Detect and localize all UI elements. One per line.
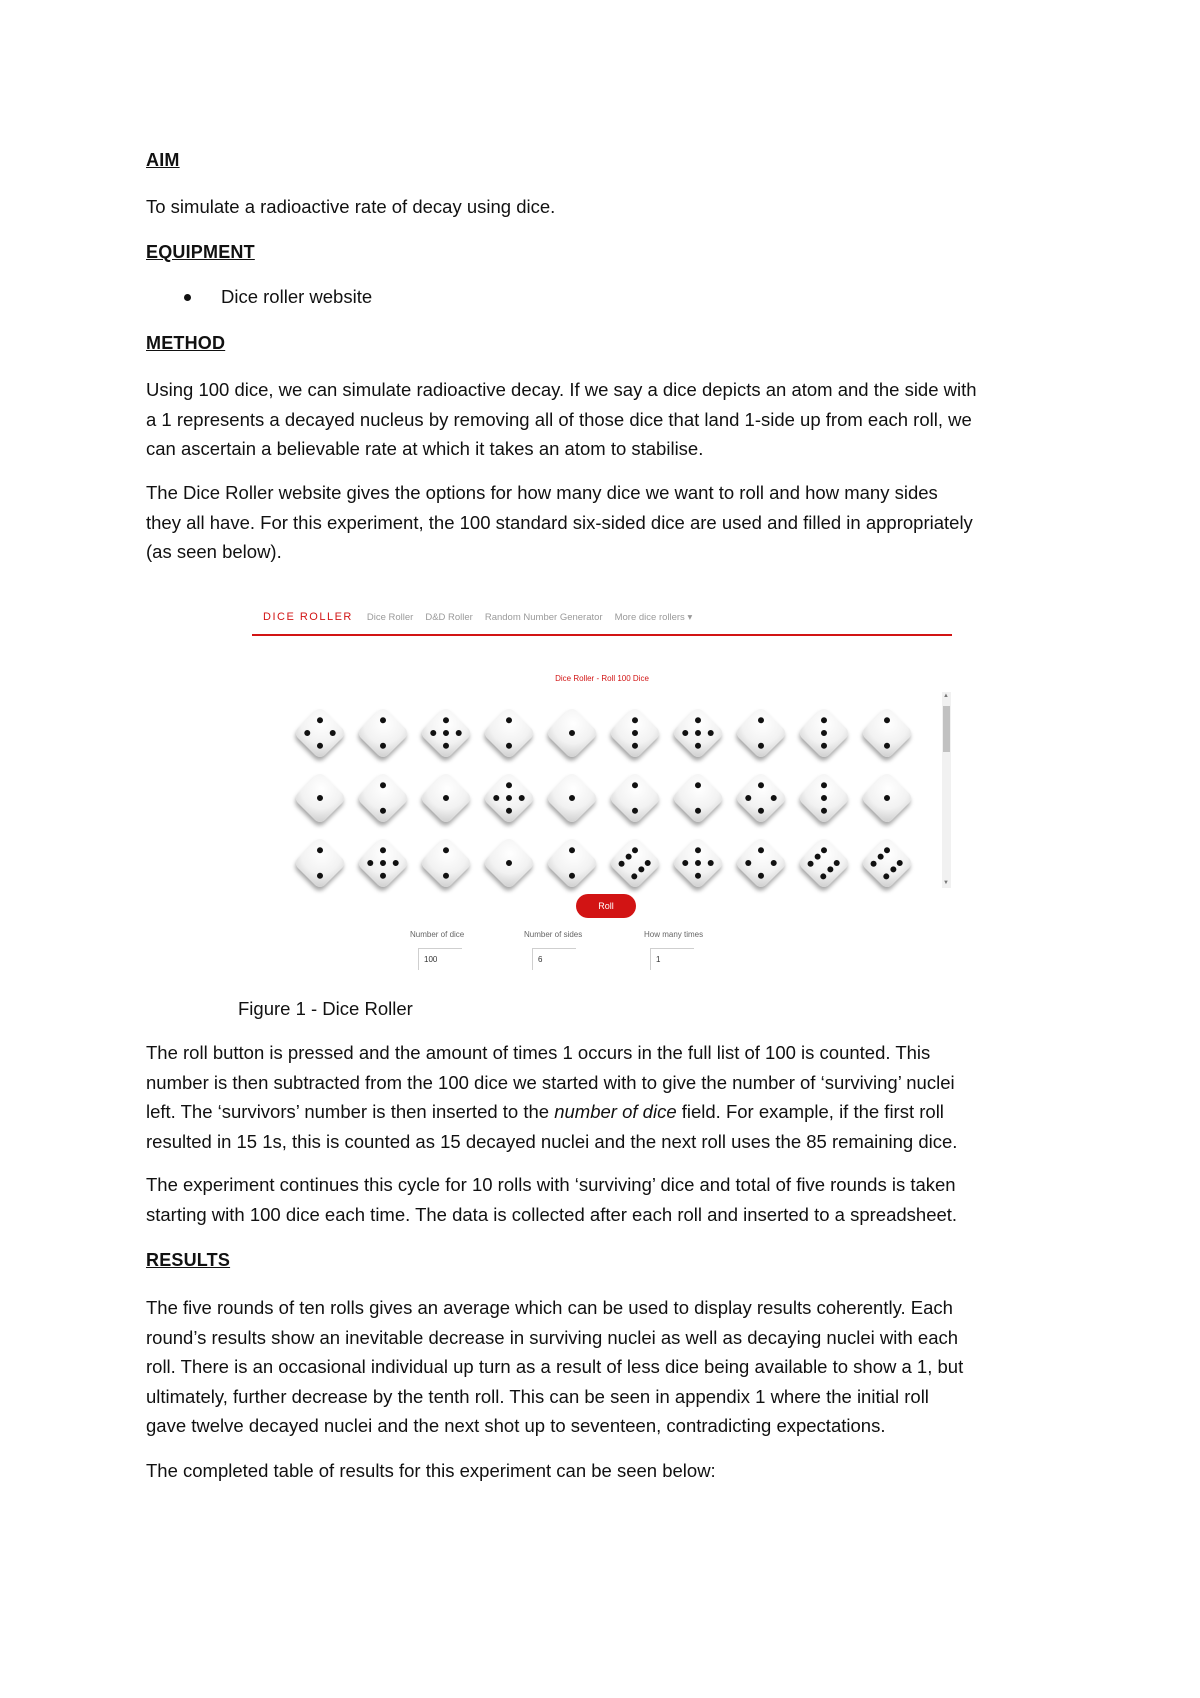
die-cell [351, 830, 414, 895]
text-line: starting with 100 dice each time. The data is collected after each roll and inserted to a spreadsheet. [146, 1203, 958, 1225]
die-5-icon [482, 771, 536, 825]
number-of-dice-input[interactable] [418, 948, 462, 970]
die-pip [315, 716, 323, 724]
die-pip [819, 793, 827, 801]
die-pip [454, 728, 462, 736]
die-pip [315, 846, 323, 854]
text-line: can ascertain a believable rate at which it takes an atom to stabilise. [146, 438, 704, 459]
how-many-times-input[interactable] [650, 948, 694, 970]
die-4-icon [293, 706, 347, 760]
die-pip [630, 871, 638, 879]
die-pip [378, 871, 386, 879]
die-pip [744, 858, 752, 866]
die-pip [636, 864, 644, 872]
die-cell [666, 830, 729, 895]
die-3-icon [797, 706, 851, 760]
die-1-icon [482, 836, 536, 890]
die-cell [414, 765, 477, 830]
die-pip [882, 793, 890, 801]
aim-heading: AIM [146, 150, 180, 170]
results-paragraph-1 [146, 1293, 1066, 1441]
die-pip [378, 741, 386, 749]
die-2-icon [419, 836, 473, 890]
die-pip [819, 728, 827, 736]
emphasis-text: number of dice [554, 1101, 677, 1122]
dice-roller-navbar [252, 600, 952, 634]
method-paragraph-4 [146, 1170, 1066, 1229]
die-pip [441, 728, 449, 736]
die-pip [378, 858, 386, 866]
die-2-icon [860, 706, 914, 760]
die-1-icon [545, 706, 599, 760]
die-cell [855, 700, 918, 765]
die-pip [819, 871, 827, 879]
method-paragraph-1 [146, 375, 1066, 464]
die-pip [429, 728, 437, 736]
die-pip [888, 864, 896, 872]
die-cell [855, 765, 918, 830]
scroll-down-icon[interactable]: ▼ [943, 880, 949, 886]
die-1-icon [860, 771, 914, 825]
die-pip [631, 845, 639, 853]
die-cell [603, 830, 666, 895]
die-pip [882, 741, 890, 749]
die-pip [567, 793, 575, 801]
die-pip [504, 793, 512, 801]
number-of-sides-label: Number of sides [524, 930, 583, 939]
die-cell [540, 700, 603, 765]
die-cell [729, 700, 792, 765]
method-heading: METHOD [146, 333, 226, 353]
die-pip [882, 716, 890, 724]
die-cell [288, 830, 351, 895]
text-line: number is then subtracted from the 100 dice we started with to give the number of ‘surviving’ nuclei [146, 1071, 955, 1093]
die-cell [603, 765, 666, 830]
die-pip [378, 716, 386, 724]
die-3-icon [608, 706, 662, 760]
die-pip [630, 781, 638, 789]
die-pip [693, 846, 701, 854]
die-pip [693, 741, 701, 749]
text-line: The five rounds of ten rolls gives an average which can be used to display results coherently. Each [146, 1297, 953, 1318]
die-cell [540, 765, 603, 830]
text-line: they all have. For this experiment, the 100 standard six-sided dice are used and filled in appropriately [146, 511, 973, 533]
die-cell [414, 700, 477, 765]
die-pip [832, 858, 840, 866]
die-pip [504, 716, 512, 724]
equipment-heading: EQUIPMENT [146, 242, 255, 262]
die-pip [882, 871, 890, 879]
bullet-icon [184, 294, 191, 301]
method-paragraph-3 [146, 1038, 1066, 1156]
die-pip [756, 871, 764, 879]
die-pip [315, 741, 323, 749]
number-of-sides-input[interactable] [532, 948, 576, 970]
die-pip [328, 728, 336, 736]
die-pip [756, 741, 764, 749]
equipment-list-item [184, 286, 372, 308]
die-pip [391, 858, 399, 866]
dice-grid [288, 700, 918, 895]
text-line: resulted in 15 1s, this is counted as 15 decayed nuclei and the next roll uses the 85 remaining dice. [146, 1130, 958, 1152]
die-pip [693, 806, 701, 814]
die-pip [441, 871, 449, 879]
die-pip [693, 858, 701, 866]
die-pip [806, 859, 814, 867]
die-pip [693, 781, 701, 789]
text-line [146, 1097, 1066, 1127]
text-span: field. For example, if the first roll [676, 1101, 944, 1122]
die-pip [681, 858, 689, 866]
die-2-icon [356, 771, 410, 825]
die-pip [819, 781, 827, 789]
die-pip [693, 871, 701, 879]
text-line: (as seen below). [146, 541, 282, 562]
die-2-icon [671, 771, 725, 825]
die-pip [492, 793, 500, 801]
die-cell [666, 765, 729, 830]
die-pip [756, 781, 764, 789]
die-pip [769, 858, 777, 866]
figure-caption: Figure 1 - Dice Roller [238, 998, 413, 1019]
die-cell [288, 700, 351, 765]
die-pip [617, 859, 625, 867]
die-1-icon [545, 771, 599, 825]
die-pip [441, 741, 449, 749]
die-cell [351, 700, 414, 765]
die-2-icon [293, 836, 347, 890]
die-5-icon [356, 836, 410, 890]
die-pip [315, 871, 323, 879]
scroll-up-icon[interactable]: ▲ [943, 693, 949, 699]
text-span: left. The ‘survivors’ number is then inserted to the [146, 1101, 555, 1122]
text-line: gave twelve decayed nuclei and the next shot up to seventeen, contradicting expectations. [146, 1415, 886, 1436]
text-line: The roll button is pressed and the amount of times 1 occurs in the full list of 100 is counted. This [146, 1042, 931, 1063]
text-line: The experiment continues this cycle for 10 rolls with ‘surviving’ dice and total of five rounds is taken [146, 1174, 956, 1195]
die-pip [441, 846, 449, 854]
die-pip [643, 858, 651, 866]
die-pip [769, 793, 777, 801]
die-pip [303, 728, 311, 736]
text-line: a 1 represents a decayed nucleus by removing all of those dice that land 1-side up from each roll, we [146, 408, 972, 430]
die-pip [693, 728, 701, 736]
scrollbar-thumb[interactable] [943, 706, 950, 752]
die-5-icon [671, 836, 725, 890]
die-pip [378, 846, 386, 854]
die-pip [504, 781, 512, 789]
die-cell [855, 830, 918, 895]
die-pip [504, 806, 512, 814]
die-pip [504, 858, 512, 866]
text-line: ultimately, further decrease by the tenth roll. This can be seen in appendix 1 where the initial roll [146, 1385, 929, 1407]
die-4-icon [734, 836, 788, 890]
results-paragraph-2: The completed table of results for this experiment can be seen below: [146, 1460, 716, 1481]
dice-roller-subtitle: Dice Roller - Roll 100 Dice [555, 674, 649, 683]
die-6-icon [860, 836, 914, 890]
die-pip [567, 846, 575, 854]
die-cell [792, 700, 855, 765]
dice-roller-screenshot [252, 600, 952, 990]
die-pip [693, 716, 701, 724]
die-pip [883, 845, 891, 853]
die-cell [351, 765, 414, 830]
equipment-item-text: Dice roller website [221, 286, 373, 307]
die-pip [378, 781, 386, 789]
die-pip [744, 793, 752, 801]
nav-link-more-dice-rollers[interactable]: More dice rollers ▾ [614, 611, 693, 623]
die-2-icon [545, 836, 599, 890]
die-cell [792, 830, 855, 895]
dice-scrollbar[interactable] [942, 692, 951, 888]
die-5-icon [419, 706, 473, 760]
die-2-icon [608, 771, 662, 825]
die-2-icon [482, 706, 536, 760]
die-cell [477, 765, 540, 830]
die-pip [681, 728, 689, 736]
die-pip [706, 858, 714, 866]
die-cell [540, 830, 603, 895]
dice-roller-brand[interactable]: DICE ROLLER [263, 611, 353, 623]
text-line: roll. There is an occasional individual up turn as a result of less dice being available to show a 1, but [146, 1356, 964, 1377]
die-pip [895, 858, 903, 866]
navbar-divider [252, 634, 952, 636]
die-pip [819, 716, 827, 724]
die-pip [819, 741, 827, 749]
how-many-times-label: How many times [644, 930, 704, 939]
text-line: The Dice Roller website gives the options for how many dice we want to roll and how many sides [146, 482, 938, 503]
die-6-icon [797, 836, 851, 890]
die-pip [517, 793, 525, 801]
die-pip [630, 728, 638, 736]
die-5-icon [671, 706, 725, 760]
die-pip [630, 741, 638, 749]
nav-link-dice-roller[interactable]: Dice Roller [366, 611, 414, 623]
die-4-icon [734, 771, 788, 825]
die-pip [756, 716, 764, 724]
die-2-icon [356, 706, 410, 760]
die-6-icon [608, 836, 662, 890]
die-pip [756, 806, 764, 814]
aim-text: To simulate a radioactive rate of decay using dice. [146, 196, 556, 217]
die-1-icon [293, 771, 347, 825]
die-pip [567, 728, 575, 736]
text-line: Using 100 dice, we can simulate radioactive decay. If we say a dice depicts an atom and the side with [146, 379, 977, 400]
die-pip [630, 716, 638, 724]
die-pip [624, 852, 632, 860]
die-pip [441, 793, 449, 801]
die-pip [441, 716, 449, 724]
die-1-icon [419, 771, 473, 825]
nav-link-dnd-roller[interactable]: D&D Roller [425, 611, 473, 623]
die-pip [820, 845, 828, 853]
die-cell [792, 765, 855, 830]
die-cell [729, 830, 792, 895]
method-paragraph-2 [146, 478, 1066, 567]
nav-link-random-number-generator[interactable]: Random Number Generator [484, 611, 603, 623]
die-pip [366, 858, 374, 866]
text-line: round’s results show an inevitable decrease in surviving nuclei as well as decaying nuclei with each [146, 1326, 959, 1348]
die-3-icon [797, 771, 851, 825]
results-heading: RESULTS [146, 1250, 231, 1270]
die-pip [504, 741, 512, 749]
die-pip [869, 859, 877, 867]
die-cell [729, 765, 792, 830]
die-pip [825, 864, 833, 872]
die-cell [288, 765, 351, 830]
die-pip [315, 793, 323, 801]
roll-button[interactable]: Roll [576, 894, 636, 918]
die-pip [378, 806, 386, 814]
die-pip [630, 806, 638, 814]
number-of-dice-label: Number of dice [410, 930, 465, 939]
die-pip [876, 852, 884, 860]
die-cell [666, 700, 729, 765]
die-cell [477, 830, 540, 895]
die-cell [414, 830, 477, 895]
die-pip [819, 806, 827, 814]
die-cell [603, 700, 666, 765]
die-pip [813, 852, 821, 860]
die-2-icon [734, 706, 788, 760]
die-pip [706, 728, 714, 736]
die-cell [477, 700, 540, 765]
die-pip [567, 871, 575, 879]
die-pip [756, 846, 764, 854]
